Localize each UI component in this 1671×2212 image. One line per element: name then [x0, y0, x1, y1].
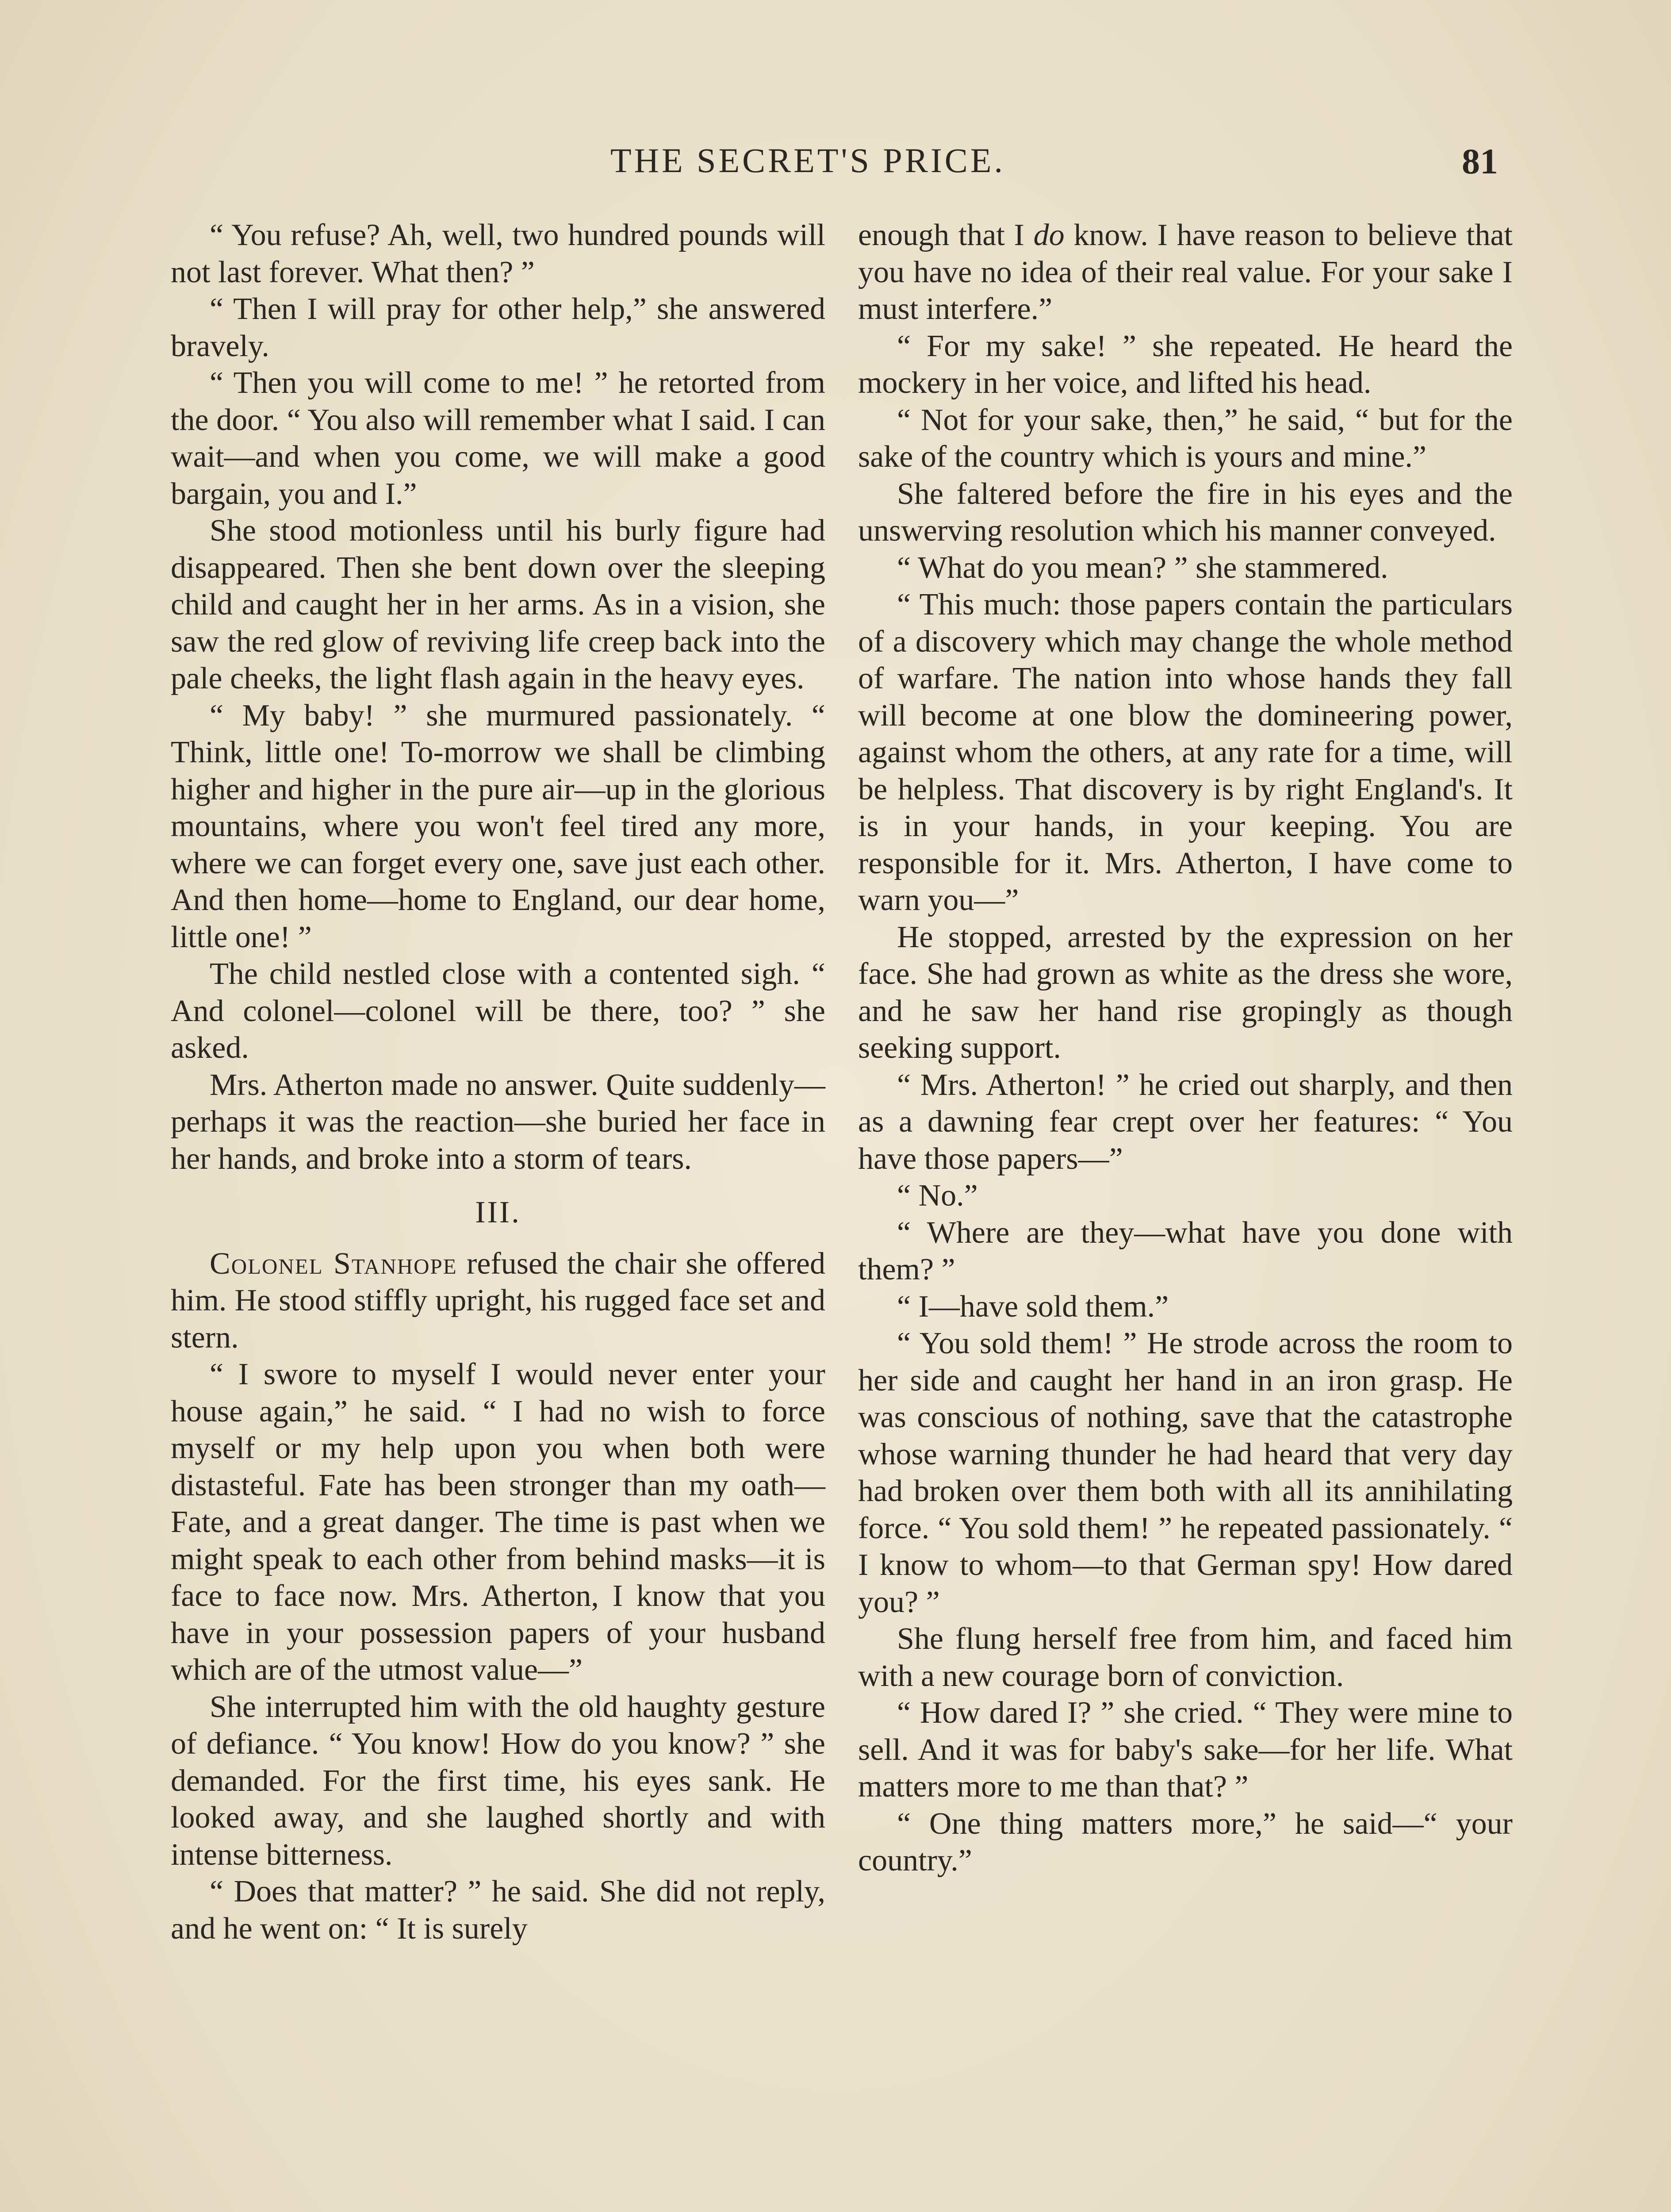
italic-word: do	[1033, 218, 1065, 252]
paragraph: “ What do you mean? ” she stammered.	[897, 550, 1388, 585]
section-opening-paragraph	[171, 1245, 825, 1356]
paragraph: He stopped, arrested by the expression on her face. She had grown as white as the dress she wore, and he saw her hand rise gropingly as though seeking support.	[858, 920, 1513, 1065]
paragraph: She stood motionless until his burly figure had disappeared. Then she bent down over the sleeping child and caught her in her arms. As in a vision, she saw the red glow of reviving life creep back into the pale cheeks, the light flash again in the heavy eyes.	[171, 514, 825, 695]
running-head-title: THE SECRET'S PRICE.	[610, 141, 1005, 180]
paragraph: “ How dared I? ” she cried. “ They were mine to sell. And it was for baby's sake—for her life. What matters more to me than that? ”	[858, 1696, 1513, 1804]
paragraph: “ No.”	[897, 1179, 978, 1213]
continuation-paragraph	[858, 217, 1513, 328]
paragraph: “ Where are they—what have you done with them? ”	[858, 1215, 1513, 1286]
page-number: 81	[1462, 141, 1498, 181]
paragraph: She faltered before the fire in his eyes and the unswerving resolution which his manner conveyed.	[858, 476, 1513, 548]
right-text-column	[858, 217, 1513, 1879]
paragraph-text: enough that I	[858, 218, 1034, 252]
paragraph: “ For my sake! ” she repeated. He heard the mockery in her voice, and lifted his head.	[858, 329, 1513, 400]
paragraph: “ Mrs. Atherton! ” he cried out sharply, and then as a dawning fear crept over her features: “ You have those papers—”	[858, 1068, 1513, 1176]
paragraph: “ Then I will pray for other help,” she answered bravely.	[171, 292, 825, 363]
paragraph: “ Then you will come to me! ” he retorted from the door. “ You also will remember what I said. I can wait—and when you come, we will make a good bargain, you and I.”	[171, 366, 825, 511]
paragraph: Mrs. Atherton made no answer. Quite suddenly—perhaps it was the reaction—she buried her face in her hands, and broke into a storm of tears.	[171, 1068, 826, 1176]
paragraph: “ My baby! ” she murmured passionately. “ Think, little one! To-morrow we shall be climbing higher and higher in the pure air—up in the glorious mountains, where you won't feel tired any more, where we can forget every one, save just each other. And then home—home to England, our dear home, little one! ”	[171, 698, 825, 954]
paragraph: She flung herself free from him, and faced him with a new courage born of conviction.	[858, 1622, 1513, 1693]
smallcaps-name: Colonel Stanhope	[210, 1246, 457, 1281]
paragraph: “ I swore to myself I would never enter your house again,” he said. “ I had no wish to force myself or my help upon you when both were distasteful. Fate has been stronger than my oath—Fate, and a great danger. The time is past when we might speak to each other from behind masks—it is face to face now. Mrs. Atherton, I know that you have in your possession papers of your husband which are of the utmost value—”	[171, 1357, 825, 1687]
paragraph: She interrupted him with the old haughty gesture of defiance. “ You know! How do you know? ” she demanded. For the first time, his eyes sank. He looked away, and she laughed shortly and with intense bitterness.	[171, 1690, 825, 1872]
paragraph: “ This much: those papers contain the particulars of a discovery which may change the whole method of warfare. The nation into whose hands they fall will become at one blow the domineering power, against whom the others, at any rate for a time, will be helpless. That discovery is by right England's. It is in your hands, in your keeping. You are responsible for it. Mrs. Atherton, I have come to warn you—”	[858, 588, 1513, 917]
paragraph: The child nestled close with a contented sigh. “ And colonel—colonel will be there, too? ” she asked.	[171, 957, 825, 1065]
paragraph: “ Not for your sake, then,” he said, “ but for the sake of the country which is yours and mine.”	[858, 403, 1513, 474]
paragraph: “ One thing matters more,” he said—“ your country.”	[858, 1806, 1513, 1878]
paragraph-text: refused the chair she offered him. He stood stiffly upright, his rugged face set and stern.	[171, 1246, 825, 1355]
paragraph: “ I—have sold them.”	[897, 1289, 1169, 1324]
left-text-column	[171, 217, 825, 1947]
paragraph: “ You sold them! ” He strode across the room to her side and caught her hand in an iron grasp. He was conscious of nothing, save that the catastrophe whose warning thunder he had heard that very day had broken over them both with all its annihilating force. “ You sold them! ” he repeated passionately. “ I know to whom—to that German spy! How dared you? ”	[858, 1326, 1513, 1619]
paragraph-text: know. I have reason to believe that you have no idea of their real value. For your sake I must interfere.”	[858, 218, 1513, 326]
section-heading: III.	[475, 1195, 521, 1229]
paragraph: “ You refuse? Ah, well, two hundred pounds will not last forever. What then? ”	[171, 218, 825, 289]
paragraph: “ Does that matter? ” he said. She did not reply, and he went on: “ It is surely	[171, 1874, 825, 1946]
